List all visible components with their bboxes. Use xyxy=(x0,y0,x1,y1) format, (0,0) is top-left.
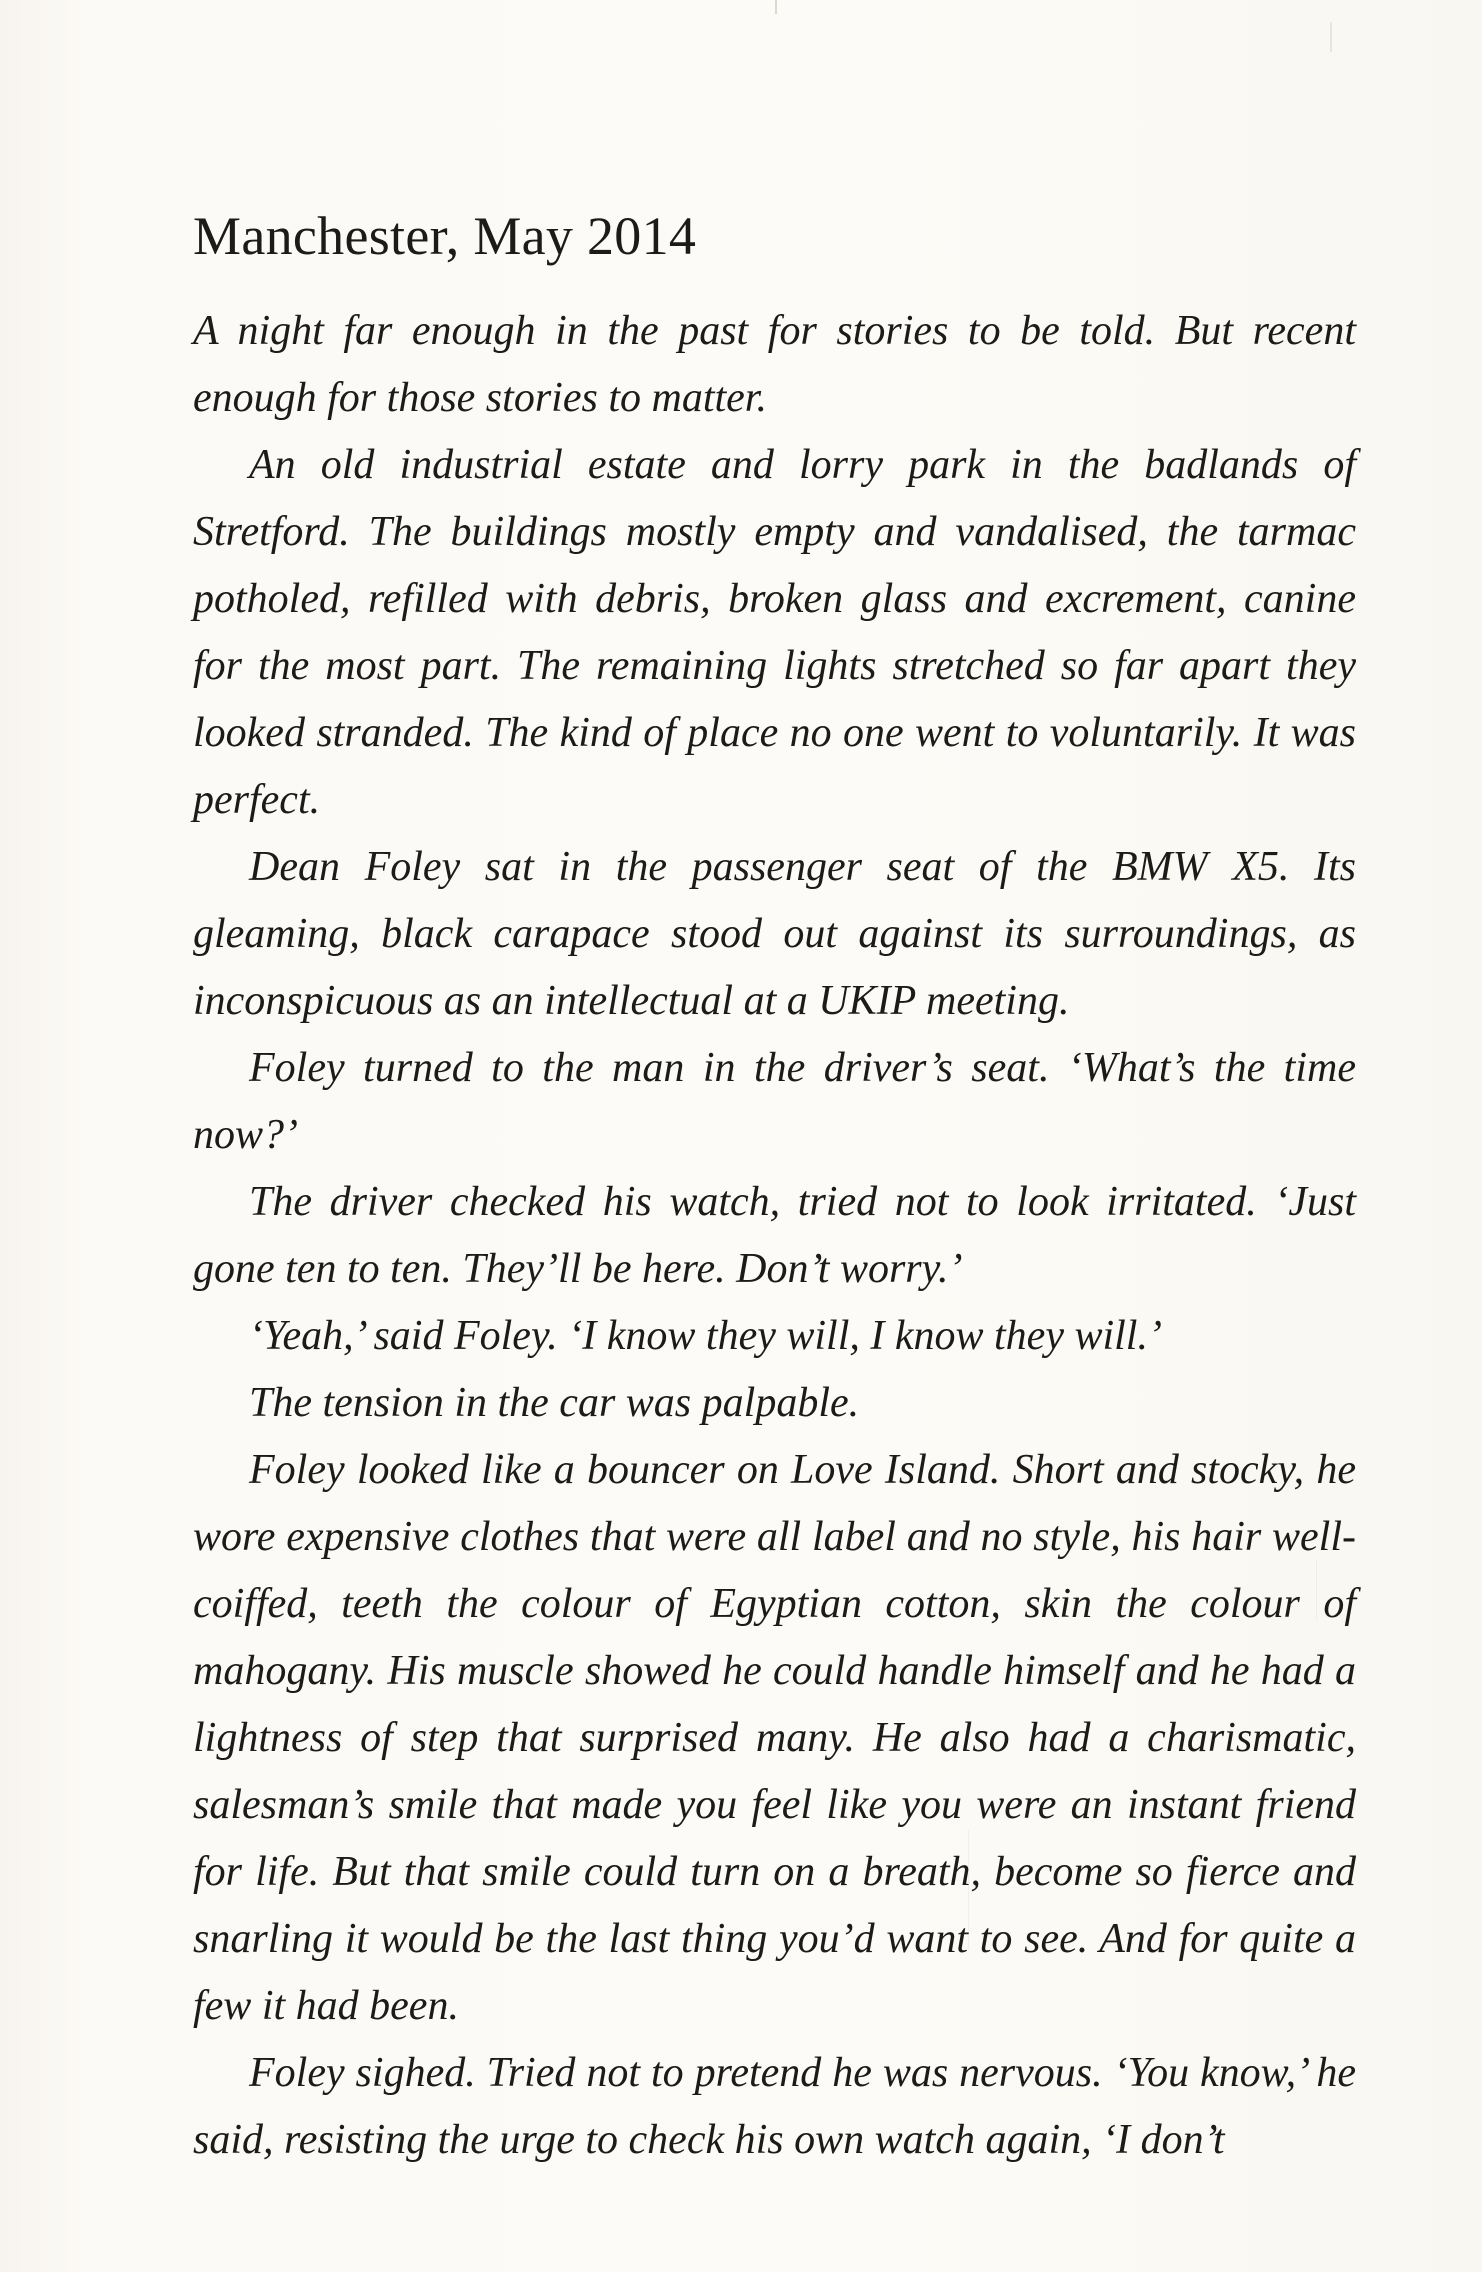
scan-artifact xyxy=(775,0,777,14)
paragraph: The tension in the car was palpable. xyxy=(249,1380,860,1426)
paragraph: Dean Foley sat in the passenger seat of the BMW X5. Its gleaming, black carapace stood out against its surroundings, as inconspicuous as an intellectual at a UKIP meeting. xyxy=(193,844,1356,1024)
paragraph: ‘Yeah,’ said Foley. ‘I know they will, I know they will.’ xyxy=(249,1313,1162,1359)
paragraph: Foley turned to the man in the driver’s seat. ‘What’s the time now?’ xyxy=(193,1045,1356,1158)
paragraph: Foley sighed. Tried not to pretend he was nervous. ‘You know,’ he said, resisting the urge to check his own watch again, ‘I don’t xyxy=(193,2050,1356,2163)
paragraph: A night far enough in the past for stories to be told. But recent enough for those stories to matter. xyxy=(193,308,1356,421)
paragraph: An old industrial estate and lorry park in the badlands of Stretford. The buildings mostly empty and vandalised, the tarmac potholed, refilled with debris, broken glass and excrement, canine for the most part. The remaining lights stretched so far apart they looked stranded. The kind of place no one went to voluntarily. It was perfect. xyxy=(193,442,1356,823)
page-text xyxy=(193,200,1356,2174)
chapter-title: Manchester, May 2014 xyxy=(193,206,697,266)
paragraph: The driver checked his watch, tried not to look irritated. ‘Just gone ten to ten. They’ll be here. Don’t worry.’ xyxy=(193,1179,1356,1292)
scan-artifact xyxy=(1330,22,1332,52)
paragraph: Foley looked like a bouncer on Love Island. Short and stocky, he wore expensive clothes that were all label and no style, his hair well-coiffed, teeth the colour of Egyptian cotton, skin the colour of mahogany. His muscle showed he could handle himself and he had a lightness of step that surprised many. He also had a charismatic, salesman’s smile that made you feel like you were an instant friend for life. But that smile could turn on a breath, become so fierce and snarling it would be the last thing you’d want to see. And for quite a few it had been. xyxy=(193,1447,1356,2029)
